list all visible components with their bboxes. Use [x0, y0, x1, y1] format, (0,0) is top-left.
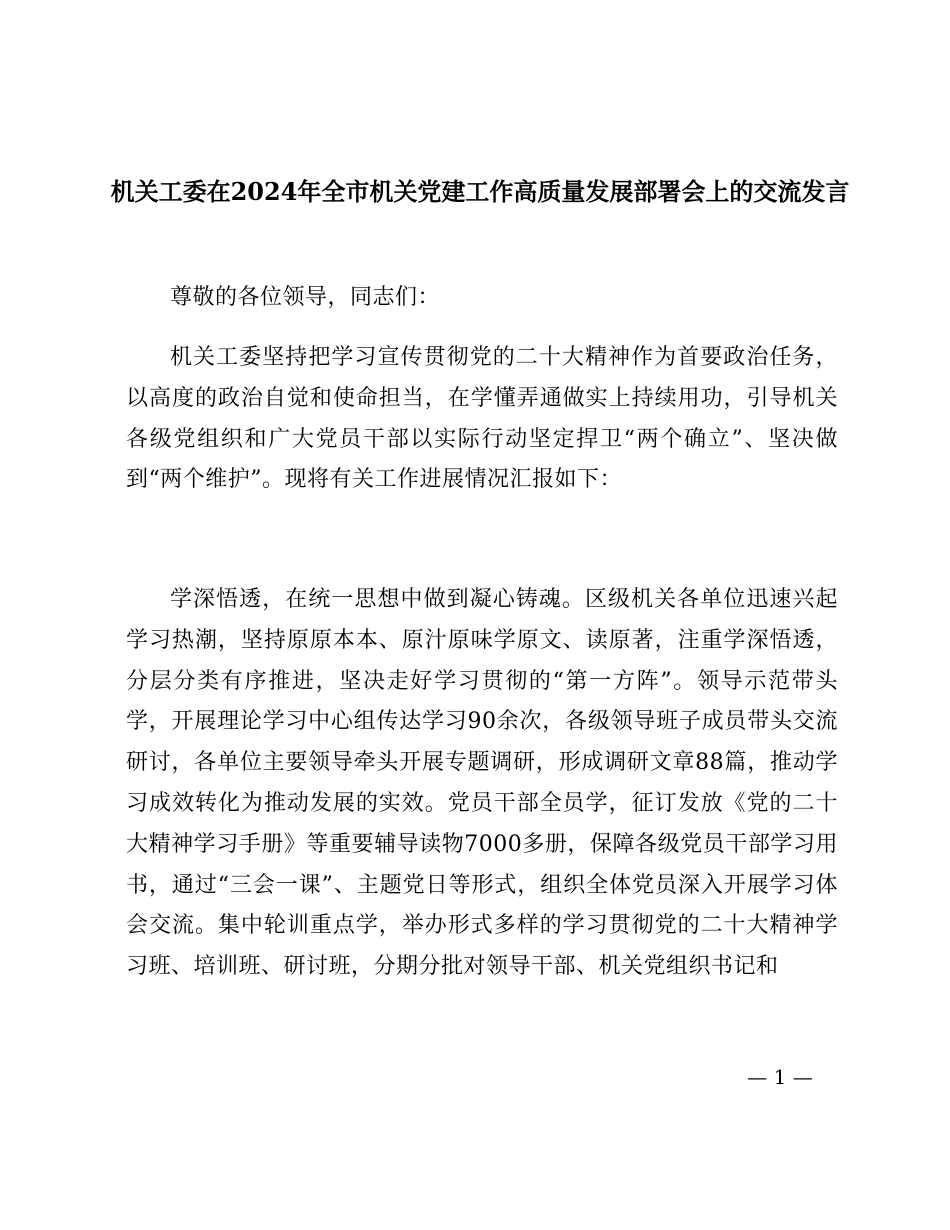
paragraph-intro: 机关工委坚持把学习宣传贯彻党的二十大精神作为首要政治任务，以高度的政治自觉和使命担当，在学懂弄通做实上持续用功，引导机关各级党组织和广大党员干部以实际行动坚定捍卫“两个确立”、坚决做到“两个维护”。现将有关工作进展情况汇报如下：	[126, 345, 838, 493]
document-title: 机关工委在2024年全市机关党建工作高质量发展部署会上的交流发言	[110, 177, 850, 206]
paragraph-study: 学深悟透，在统一思想中做到凝心铸魂。区级机关各单位迅速兴起学习热潮，坚持原原本本、原汁原味学原文、读原著，注重学深悟透，分层分类有序推进，坚决走好学习贯彻的“第一方阵”。领导示范带头学，开展理论学习中心组传达学习90余次，各级领导班子成员带头交流研讨，各单位主要领导牵头开展专题调研，形成调研文章88篇，推动学习成效转化为推动发展的实效。党员干部全员学，征订发放《党的二十大精神学习手册》等重要辅导读物7000多册，保障各级党员干部学习用书，通过“三会一课”、主题党日等形式，组织全体党员深入开展学习体会交流。集中轮训重点学，举办形式多样的学习贯彻党的二十大精神学习班、培训班、研讨班，分期分批对领导干部、机关党组织书记和	[126, 587, 838, 980]
greeting: 尊敬的各位领导，同志们：	[170, 285, 441, 310]
page-number: — 1 —	[747, 1065, 813, 1089]
